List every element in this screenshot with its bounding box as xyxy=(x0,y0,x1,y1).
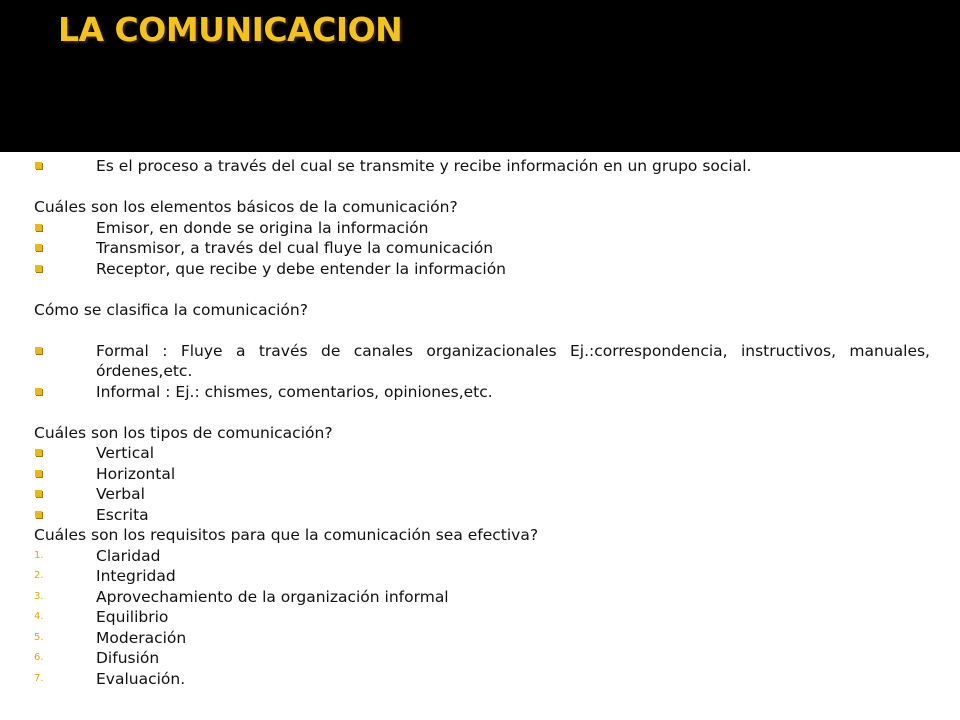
list-item-text: Claridad xyxy=(96,546,161,565)
list-item-text: Verbal xyxy=(96,485,145,503)
square-bullet-icon xyxy=(35,511,42,518)
square-bullet-icon xyxy=(35,162,42,169)
list-item-text: Formal : Fluye a través de canales organizacionales Ej.:correspondencia, instructivos, manuales, órdenes,etc. xyxy=(96,341,930,380)
list-item xyxy=(34,443,930,464)
square-bullet-icon xyxy=(35,388,42,395)
question-elements: Cuáles son los elementos básicos de la comunicación? xyxy=(34,198,458,216)
item-number: 5. xyxy=(34,631,44,643)
slide-title: LA COMUNICACION xyxy=(58,10,403,49)
list-item-text: Evaluación. xyxy=(96,669,186,688)
list-item xyxy=(34,341,930,382)
list-item-text: Transmisor, a través del cual fluye la comunicación xyxy=(96,239,494,257)
square-bullet-icon xyxy=(35,224,42,231)
list-item-text: Moderación xyxy=(96,628,187,647)
square-bullet-icon xyxy=(35,470,42,477)
list-item-text: Integridad xyxy=(96,567,176,585)
list-item-text: Horizontal xyxy=(96,464,176,483)
question-requirements: Cuáles son los requisitos para que la comunicación sea efectiva? xyxy=(34,526,539,544)
content-area xyxy=(0,152,960,720)
question-classification: Cómo se clasifica la comunicación? xyxy=(34,300,308,319)
question-types: Cuáles son los tipos de comunicación? xyxy=(34,423,333,442)
square-bullet-icon xyxy=(35,449,42,456)
square-bullet-icon xyxy=(35,347,42,354)
list-item xyxy=(34,218,930,239)
list-item-text: Equilibrio xyxy=(96,608,169,626)
item-number: 1. xyxy=(34,549,44,561)
item-number: 7. xyxy=(34,672,44,684)
numbered-item xyxy=(34,628,930,649)
square-bullet-icon xyxy=(35,265,42,272)
list-item xyxy=(34,259,930,280)
numbered-item xyxy=(34,607,930,628)
numbered-item xyxy=(34,566,930,587)
list-item xyxy=(34,505,930,526)
numbered-item xyxy=(34,546,930,567)
item-number: 3. xyxy=(34,590,44,602)
list-item-text: Vertical xyxy=(96,444,155,462)
list-item xyxy=(34,484,930,505)
item-number: 6. xyxy=(34,652,44,663)
numbered-item xyxy=(34,587,930,608)
numbered-item xyxy=(34,669,930,690)
slide-body xyxy=(34,156,930,689)
list-item-text: Escrita xyxy=(96,505,149,524)
list-item xyxy=(34,238,930,259)
list-item-text: Aprovechamiento de la organización informal xyxy=(96,587,449,606)
definition-item xyxy=(34,156,930,177)
list-item-text: Receptor, que recibe y debe entender la información xyxy=(96,259,507,278)
definition-text: Es el proceso a través del cual se transmite y recibe información en un grupo social. xyxy=(96,157,752,175)
list-item-text: Difusión xyxy=(96,649,160,667)
numbered-item xyxy=(34,648,930,669)
list-item-text: Emisor, en donde se origina la información xyxy=(96,218,429,237)
square-bullet-icon xyxy=(35,490,42,497)
square-bullet-icon xyxy=(35,244,42,251)
list-item-text: Informal : Ej.: chismes, comentarios, opiniones,etc. xyxy=(96,382,493,401)
item-number: 4. xyxy=(34,611,44,622)
item-number: 2. xyxy=(34,570,44,581)
list-item xyxy=(34,464,930,485)
list-item xyxy=(34,382,930,403)
